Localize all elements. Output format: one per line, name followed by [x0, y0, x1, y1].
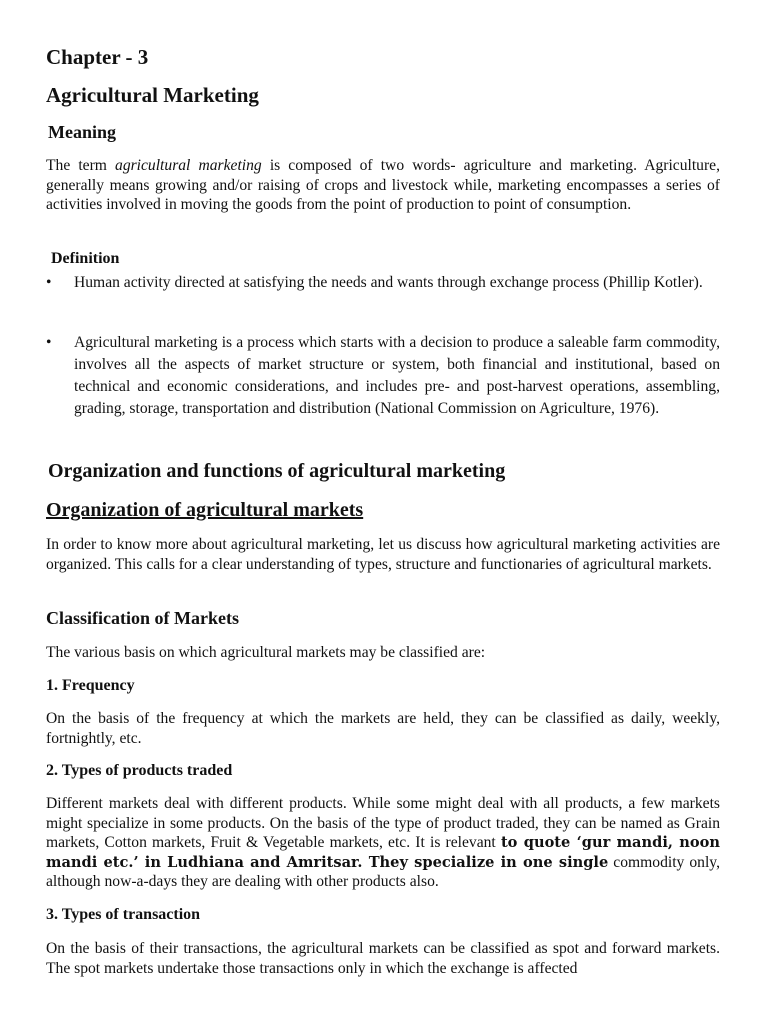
transaction-heading: 3. Types of transaction — [46, 906, 201, 923]
frequency-paragraph: On the basis of the frequency at which the markets are held, they can be classified as daily, weekly, fortnightly, etc. — [46, 710, 720, 747]
products-paragraph — [46, 794, 720, 892]
products-text-highlight: to quote ‘gur mandi, noon mandi etc.’ in Ludhiana and Amritsar. They specialize in one single — [46, 834, 720, 871]
chapter-heading: Chapter - 3 — [46, 45, 149, 69]
definition-heading: Definition — [51, 250, 120, 267]
meaning-text-after: is composed of two words- agriculture and marketing. Agriculture, generally means growing and/or raising of crops and livestock while, marketing encompasses a series of activities involved in moving the goods from the point of production to point of consumption. — [46, 157, 720, 214]
organization-markets-heading: Organization of agricultural markets — [46, 499, 364, 521]
organization-paragraph: In order to know more about agricultural marketing, let us discuss how agricultural marketing activities are organized. This calls for a clear understanding of types, structure and functionaries of agricultural markets. — [46, 536, 720, 573]
organization-functions-heading: Organization and functions of agricultural marketing — [48, 460, 506, 482]
classification-heading: Classification of Markets — [46, 608, 239, 628]
definition-item-2 — [46, 332, 720, 442]
meaning-paragraph — [46, 156, 720, 215]
bullet-icon: • — [46, 334, 52, 351]
definition-item-text: Human activity directed at satisfying the needs and wants through exchange process (Phillip Kotler). — [74, 274, 703, 291]
definition-item-text: Agricultural marketing is a process which starts with a decision to produce a saleable farm commodity, involves all the aspects of market structure or system, both financial and institutional, based on technical and economic considerations, and includes pre- and post-harvest operations, assembling, grading, storage, transportation and distribution (National Commission on Agriculture, 1976). — [74, 334, 720, 417]
definition-item-1 — [46, 272, 720, 316]
bullet-icon: • — [46, 274, 52, 291]
meaning-term: agricultural marketing — [115, 157, 262, 174]
classification-intro: The various basis on which agricultural markets may be classified are: — [46, 644, 486, 661]
transaction-paragraph: On the basis of their transactions, the agricultural markets can be classified as spot and forward markets. The spot markets undertake those transactions only in which the exchange is affected — [46, 940, 720, 977]
meaning-text-before: The term — [46, 157, 116, 174]
products-text-start: Different markets deal with different products. While some might deal with all products, a few markets might specialize in some products. On the basis of the type of product traded, they can be named as Grain markets, Cotton markets, Fruit & Vegetable markets, etc. It is relevant — [46, 795, 720, 852]
frequency-heading: 1. Frequency — [46, 677, 135, 694]
page-title: Agricultural Marketing — [46, 83, 259, 107]
products-text-end: commodity only, although now-a-days they are dealing with other products also. — [46, 853, 720, 891]
meaning-heading: Meaning — [48, 122, 117, 142]
products-heading: 2. Types of products traded — [46, 762, 233, 779]
